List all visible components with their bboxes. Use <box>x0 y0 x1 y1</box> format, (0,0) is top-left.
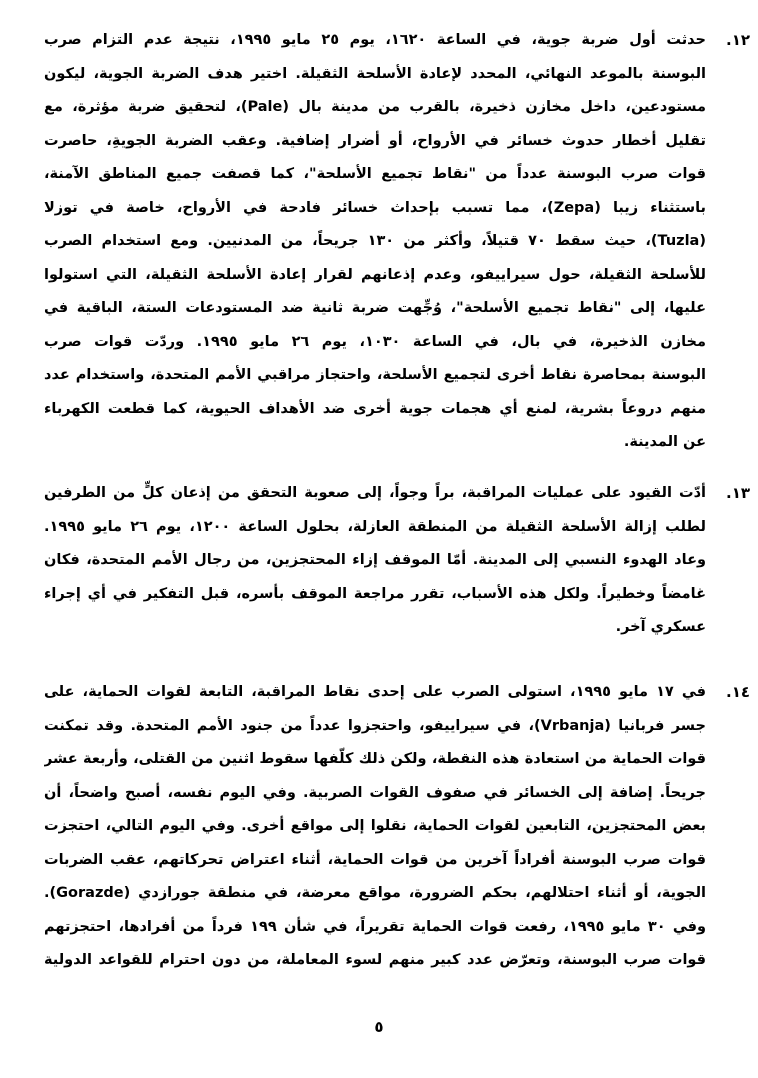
text-line: مخازن الذخيرة، في بال، في الساعة ١٠٣٠، يوم ٢٦ مايو ١٩٩٥. وردّت قوات صرب <box>44 333 706 350</box>
text-line: قوات الحماية من استعادة هذه النقطة، ولكن ذلك كلّفها سقوط اثنين من القتلى، وأربعة عشر <box>44 751 706 767</box>
text-line: غامضاً وخطيراً. ولكل هذه الأسباب، تقرر مراجعة الموقف بأسره، قبل التفكير في أي إجراء <box>44 585 706 602</box>
text-line: قوات صرب البوسنة عدداً من "نقاط تجميع الأسلحة"، كما قصفت جميع المناطق الآمنة، <box>44 166 706 182</box>
text-line: أدّت القيود على عمليات المراقبة، براً وجواً، إلى صعوبة التحقق من إذعان كلٍّ من الطرفين <box>44 485 706 501</box>
text-line: بعض المحتجزين، التابعين لقوات الحماية، نقلوا إلى مواقع أخرى. وفي اليوم التالي، احتجزت <box>44 818 706 834</box>
text-line: للأسلحة الثقيلة، حول سيراييفو، وعدم إذعانهم لقرار إعادة الأسلحة الثقيلة، التي استولوا <box>44 266 706 283</box>
text-line: عن المدينة. <box>623 434 706 450</box>
text-line: جسر فربانيا (Vrbanja)، في سيراييفو، واحتجزوا عدداً من جنود الأمم المتحدة. وقد تمكنت <box>44 717 706 734</box>
paragraph-14 <box>44 676 706 978</box>
text-line: منهم دروعاً بشرية، لمنع أي هجمات جوية أخرى ضد الأهداف الحيوية، كما قطعت الكهرباء <box>44 400 706 417</box>
text-line: البوسنة بمحاصرة نقاط أخرى لتجميع الأسلحة، واحتجاز مراقبي الأمم المتحدة، واستخدام عدد <box>44 367 706 383</box>
paragraph-12 <box>44 24 706 460</box>
text-line: وعاد الهدوء النسبي إلى المدينة. أمّا الموقف إزاء المحتجزين، من رجال الأمم المتحدة، فكان <box>44 552 706 568</box>
text-line: وفي ٣٠ مايو ١٩٩٥، رفعت قوات الحماية تقريراً، في شأن ١٩٩ فرداً من أفرادها، احتجزتهم <box>44 918 706 935</box>
text-line: تقليل أخطار حدوث خسائر في الأرواح، أو أضرار إضافية. وعقب الضربة الجويةِ، حاصرت <box>44 132 706 149</box>
text-line: (Tuzla)، حيث سقط ٧٠ قتيلاً، وأكثر من ١٣٠ جريحاً، من المدنيين. ومع استخدام الصرب <box>44 233 706 249</box>
text-line: قوات صرب البوسنة، وتعرّض عدد كبير منهم لسوء المعاملة، من دون احترام للقواعد الدولية <box>44 952 706 968</box>
text-line: مستودعين، داخل مخازن ذخيرة، بالقرب من مدينة بال (Pale)، لتحقيق ضربة مؤثرة، مع <box>44 99 706 115</box>
text-line: لطلب إزالة الأسلحة الثقيلة من المنطقة العازلة، بحلول الساعة ١٢٠٠، يوم ٢٦ مايو ١٩٩٥. <box>44 518 706 535</box>
text-line: الجوية، أو أثناء احتلالهم، بحكم الضرورة، مواقع معرضة، في منطقة جورازدي (Gorazde). <box>44 885 706 901</box>
text-line: باستثناء زيبا (Zepa)، مما تسبب بإحداث خسائر فادحة في الأرواح، خاصة في توزلا <box>44 199 706 216</box>
text-line: عسكري آخر. <box>615 619 706 635</box>
text-line: جريحاً. إضافة إلى الخسائر في صفوف القوات الصربية. وفي اليوم نفسه، أصبح واضحاً، أن <box>44 784 706 801</box>
page-number: ٥ <box>374 1018 384 1036</box>
paragraph-number-13: ١٣. <box>725 484 750 502</box>
text-line: قوات صرب البوسنة أفراداً آخرين من قوات الحماية، أثناء اعتراض تحركاتهم، عقب الضربات <box>44 851 706 868</box>
paragraph-number-14: ١٤. <box>725 683 750 701</box>
paragraph-number-12: ١٢. <box>725 31 750 49</box>
text-line: في ١٧ مايو ١٩٩٥، استولى الصرب على إحدى نقاط المراقبة، التابعة لقوات الحماية، على <box>44 684 706 700</box>
text-line: البوسنة بالموعد النهائي، المحدد لإعادة الأسلحة الثقيلة. اختير هدف الضربة الجوية، ليكون <box>44 65 706 82</box>
text-line: حدثت أول ضربة جوية، في الساعة ١٦٢٠، يوم ٢٥ مايو ١٩٩٥، نتيجة عدم التزام صرب <box>44 32 706 48</box>
text-line: عليها، إلى "نقاط تجميع الأسلحة"، وُجِّهت ضربة ثانية ضد المستودعات الستة، الباقية في <box>44 300 706 316</box>
paragraph-13 <box>44 477 706 645</box>
